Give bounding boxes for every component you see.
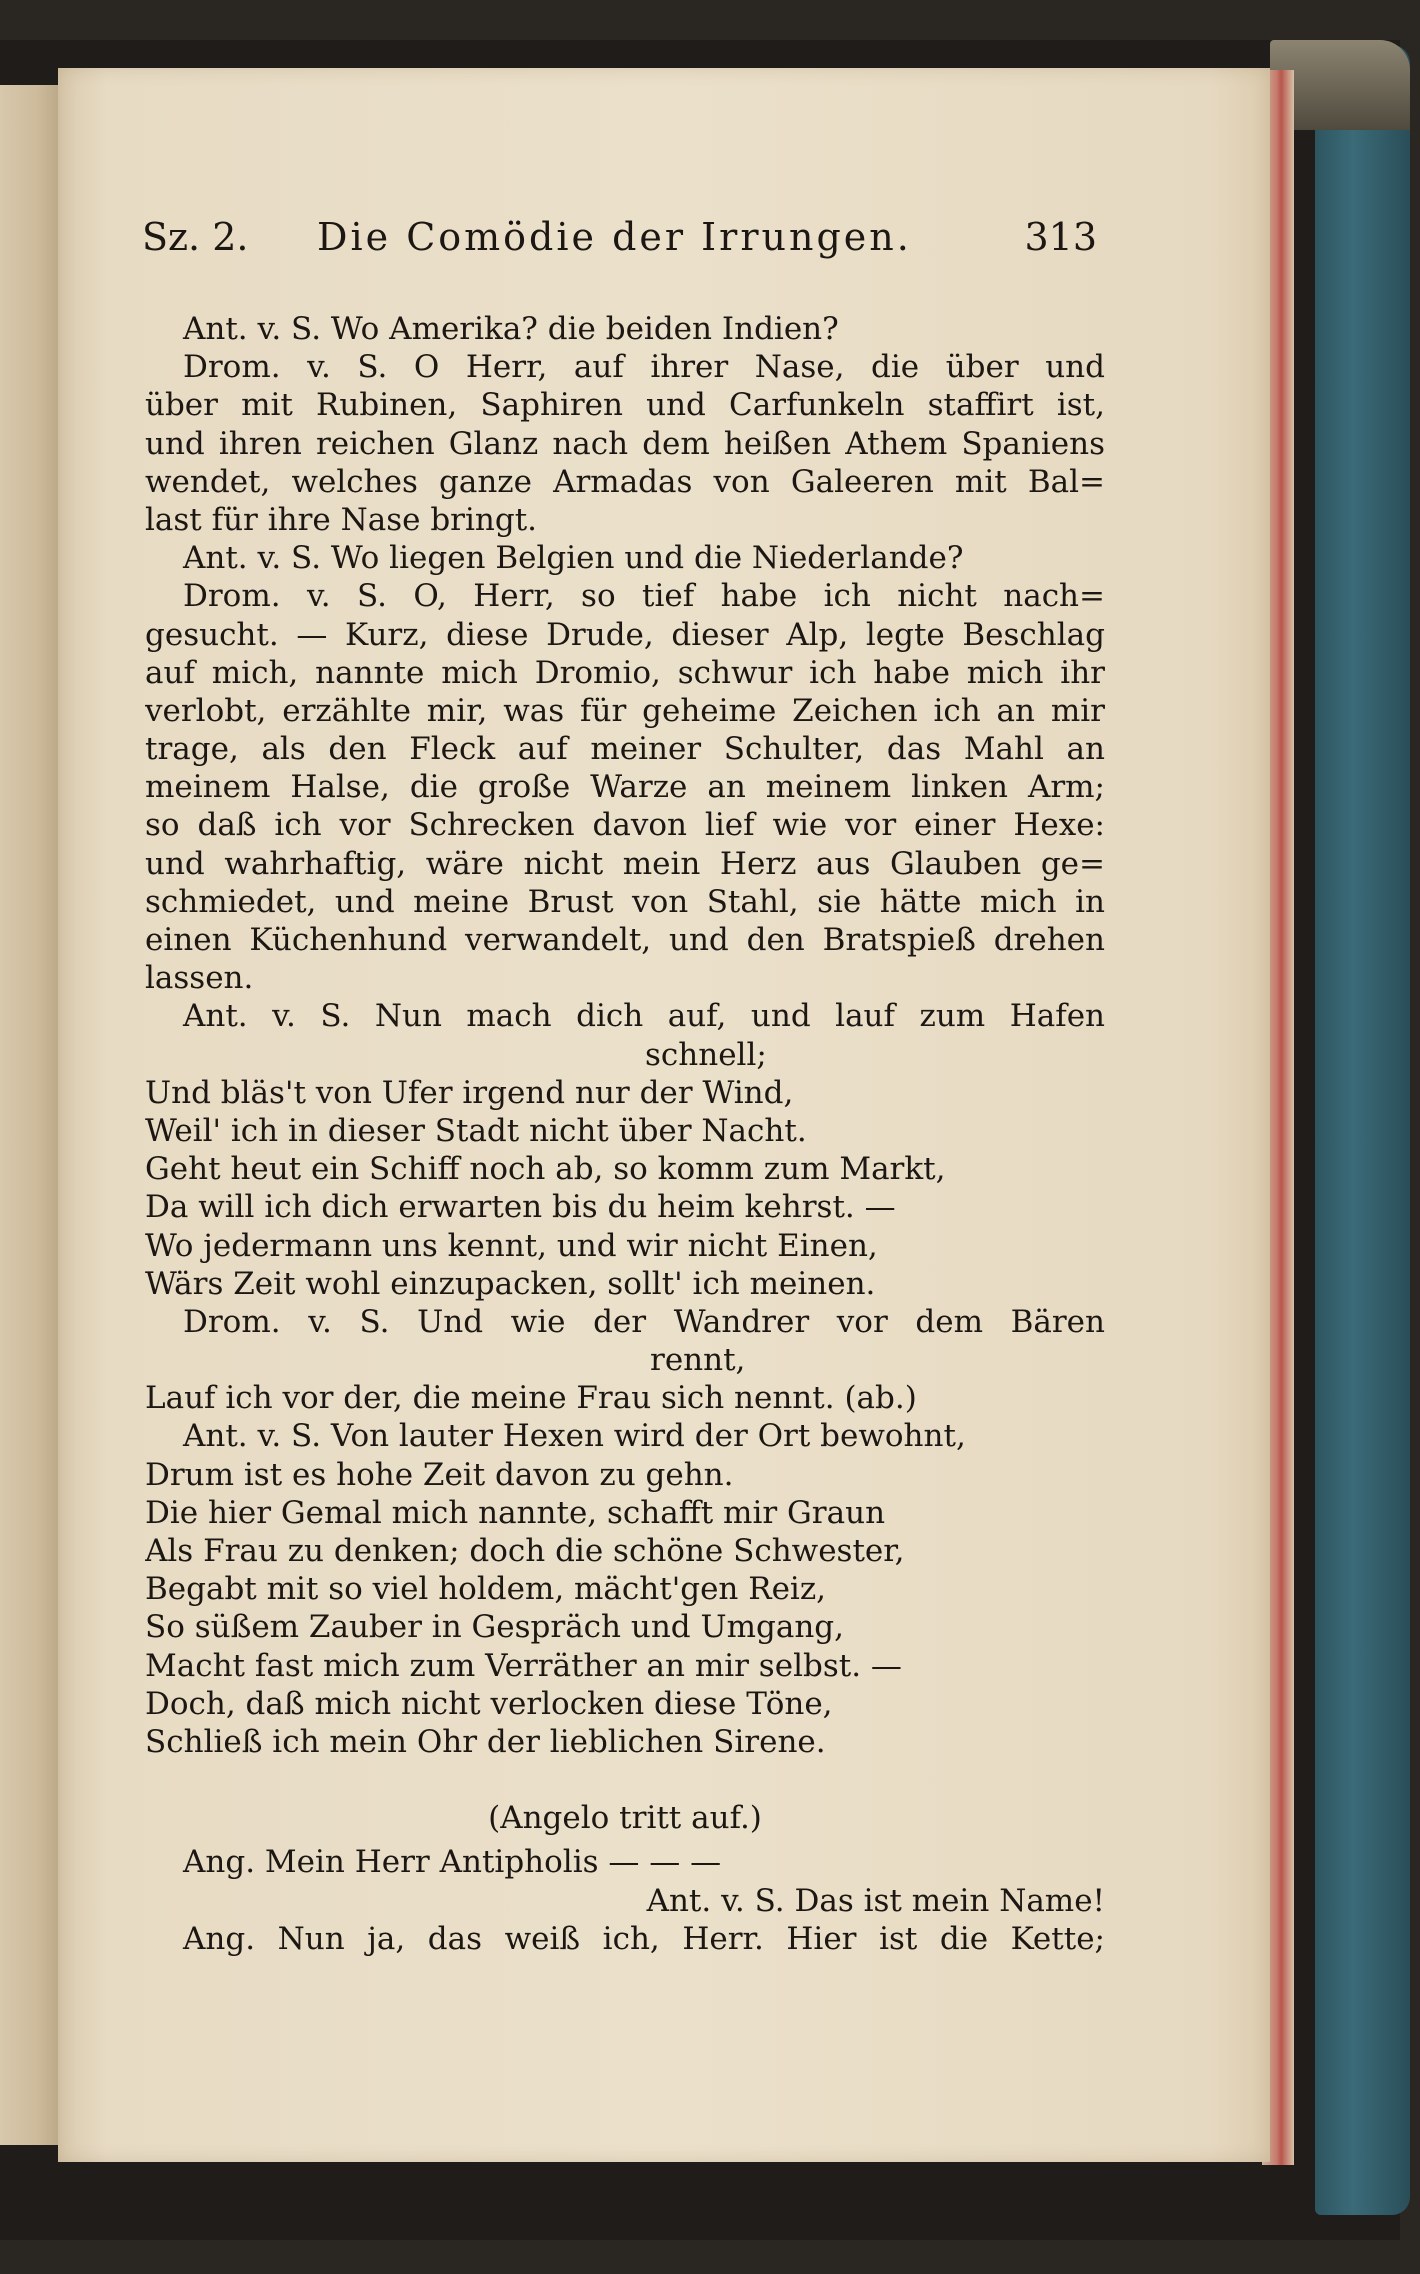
book-cover-edge bbox=[1315, 45, 1410, 2215]
text-line: einen Küchenhund verwandelt, und den Bratspieß drehen bbox=[145, 922, 1105, 958]
verse-line: Geht heut ein Schiff noch ab, so komm zum Markt, bbox=[145, 1151, 946, 1188]
verse-line: Weil' ich in dieser Stadt nicht über Nacht. bbox=[145, 1112, 807, 1149]
text-line: Ant. v. S. Von lauter Hexen wird der Ort bewohnt, bbox=[183, 1418, 966, 1455]
text-line: über mit Rubinen, Saphiren und Carfunkeln staffirt ist, bbox=[145, 387, 1105, 424]
text-line: und wahrhaftig, wäre nicht mein Herz aus Glauben ge= bbox=[145, 845, 1105, 882]
verse-line: Da will ich dich erwarten bis du heim kehrst. — bbox=[145, 1189, 896, 1226]
stage-direction: (Angelo tritt auf.) bbox=[488, 1800, 762, 1837]
verse-line: Wo jedermann uns kennt, und wir nicht Einen, bbox=[145, 1227, 878, 1264]
text-line: gesucht. — Kurz, diese Drude, dieser Alp, legte Beschlag bbox=[145, 616, 1105, 653]
verse-line: Lauf ich vor der, die meine Frau sich nennt. (ab.) bbox=[145, 1380, 917, 1417]
verse-line: Schließ ich mein Ohr der lieblichen Sirene. bbox=[145, 1723, 826, 1760]
text-line: und ihren reichen Glanz nach dem heißen Athem Spaniens bbox=[145, 425, 1105, 462]
text-line: auf mich, nannte mich Dromio, schwur ich habe mich ihr bbox=[145, 654, 1105, 691]
spacer bbox=[145, 1761, 1105, 1799]
text-line: Drom. v. S. Und wie der Wandrer vor dem Bären bbox=[183, 1303, 1105, 1340]
text-line: Ant. v. S. Das ist mein Name! bbox=[646, 1882, 1105, 1919]
text-line: lassen. bbox=[145, 960, 254, 997]
page-body bbox=[145, 310, 1105, 1958]
verse-line: Macht fast mich zum Verräther an mir selbst. — bbox=[145, 1647, 902, 1684]
verse-line: Die hier Gemal mich nannte, schafft mir Graun bbox=[145, 1494, 886, 1531]
verse-line: Drum ist es hohe Zeit davon zu gehn. bbox=[145, 1456, 734, 1493]
verse-line: Begabt mit so viel holdem, mächt'gen Reiz, bbox=[145, 1571, 827, 1608]
facing-page-edge bbox=[0, 85, 62, 2145]
text-line: wendet, welches ganze Armadas von Galeeren mit Bal= bbox=[145, 463, 1105, 500]
text-line: Ang. Mein Herr Antipholis — — — bbox=[183, 1844, 722, 1881]
text-line: trage, als den Fleck auf meiner Schulter, das Mahl an bbox=[145, 731, 1105, 768]
text-line: schnell; bbox=[645, 1036, 767, 1073]
text-line: Ang. Nun ja, das weiß ich, Herr. Hier ist die Kette; bbox=[183, 1920, 1105, 1957]
text-line: schmiedet, und meine Brust von Stahl, sie hätte mich in bbox=[145, 883, 1105, 920]
text-line: Drom. v. S. O, Herr, so tief habe ich nicht nach= bbox=[183, 578, 1105, 615]
verse-line: Als Frau zu denken; doch die schöne Schwester, bbox=[145, 1533, 905, 1569]
text-line: meinem Halse, die große Warze an meinem linken Arm; bbox=[145, 769, 1105, 806]
verse-line: Wärs Zeit wohl einzupacken, sollt' ich meinen. bbox=[145, 1265, 876, 1302]
running-header bbox=[142, 215, 1097, 275]
text-line: verlobt, erzählte mir, was für geheime Zeichen ich an mir bbox=[145, 692, 1105, 729]
page-number: 313 bbox=[1024, 215, 1097, 259]
text-line: rennt, bbox=[650, 1342, 746, 1379]
scene-label: Sz. 2. bbox=[142, 215, 249, 259]
verse-line: Und bläs't von Ufer irgend nur der Wind, bbox=[145, 1074, 794, 1111]
running-title: Die Comödie der Irrungen. bbox=[317, 215, 912, 259]
text-line: Ant. v. S. Wo liegen Belgien und die Niederlande? bbox=[183, 540, 964, 577]
text-line: Ant. v. S. Wo Amerika? die beiden Indien? bbox=[183, 311, 839, 347]
text-line: so daß ich vor Schrecken davon lief wie vor einer Hexe: bbox=[145, 807, 1105, 844]
text-line: last für ihre Nase bringt. bbox=[145, 501, 538, 538]
text-line: Ant. v. S. Nun mach dich auf, und lauf zum Hafen bbox=[183, 998, 1105, 1035]
verse-line: Doch, daß mich nicht verlocken diese Töne, bbox=[145, 1685, 833, 1722]
text-line: Drom. v. S. O Herr, auf ihrer Nase, die über und bbox=[183, 349, 1105, 386]
verse-line: So süßem Zauber in Gespräch und Umgang, bbox=[145, 1609, 844, 1646]
